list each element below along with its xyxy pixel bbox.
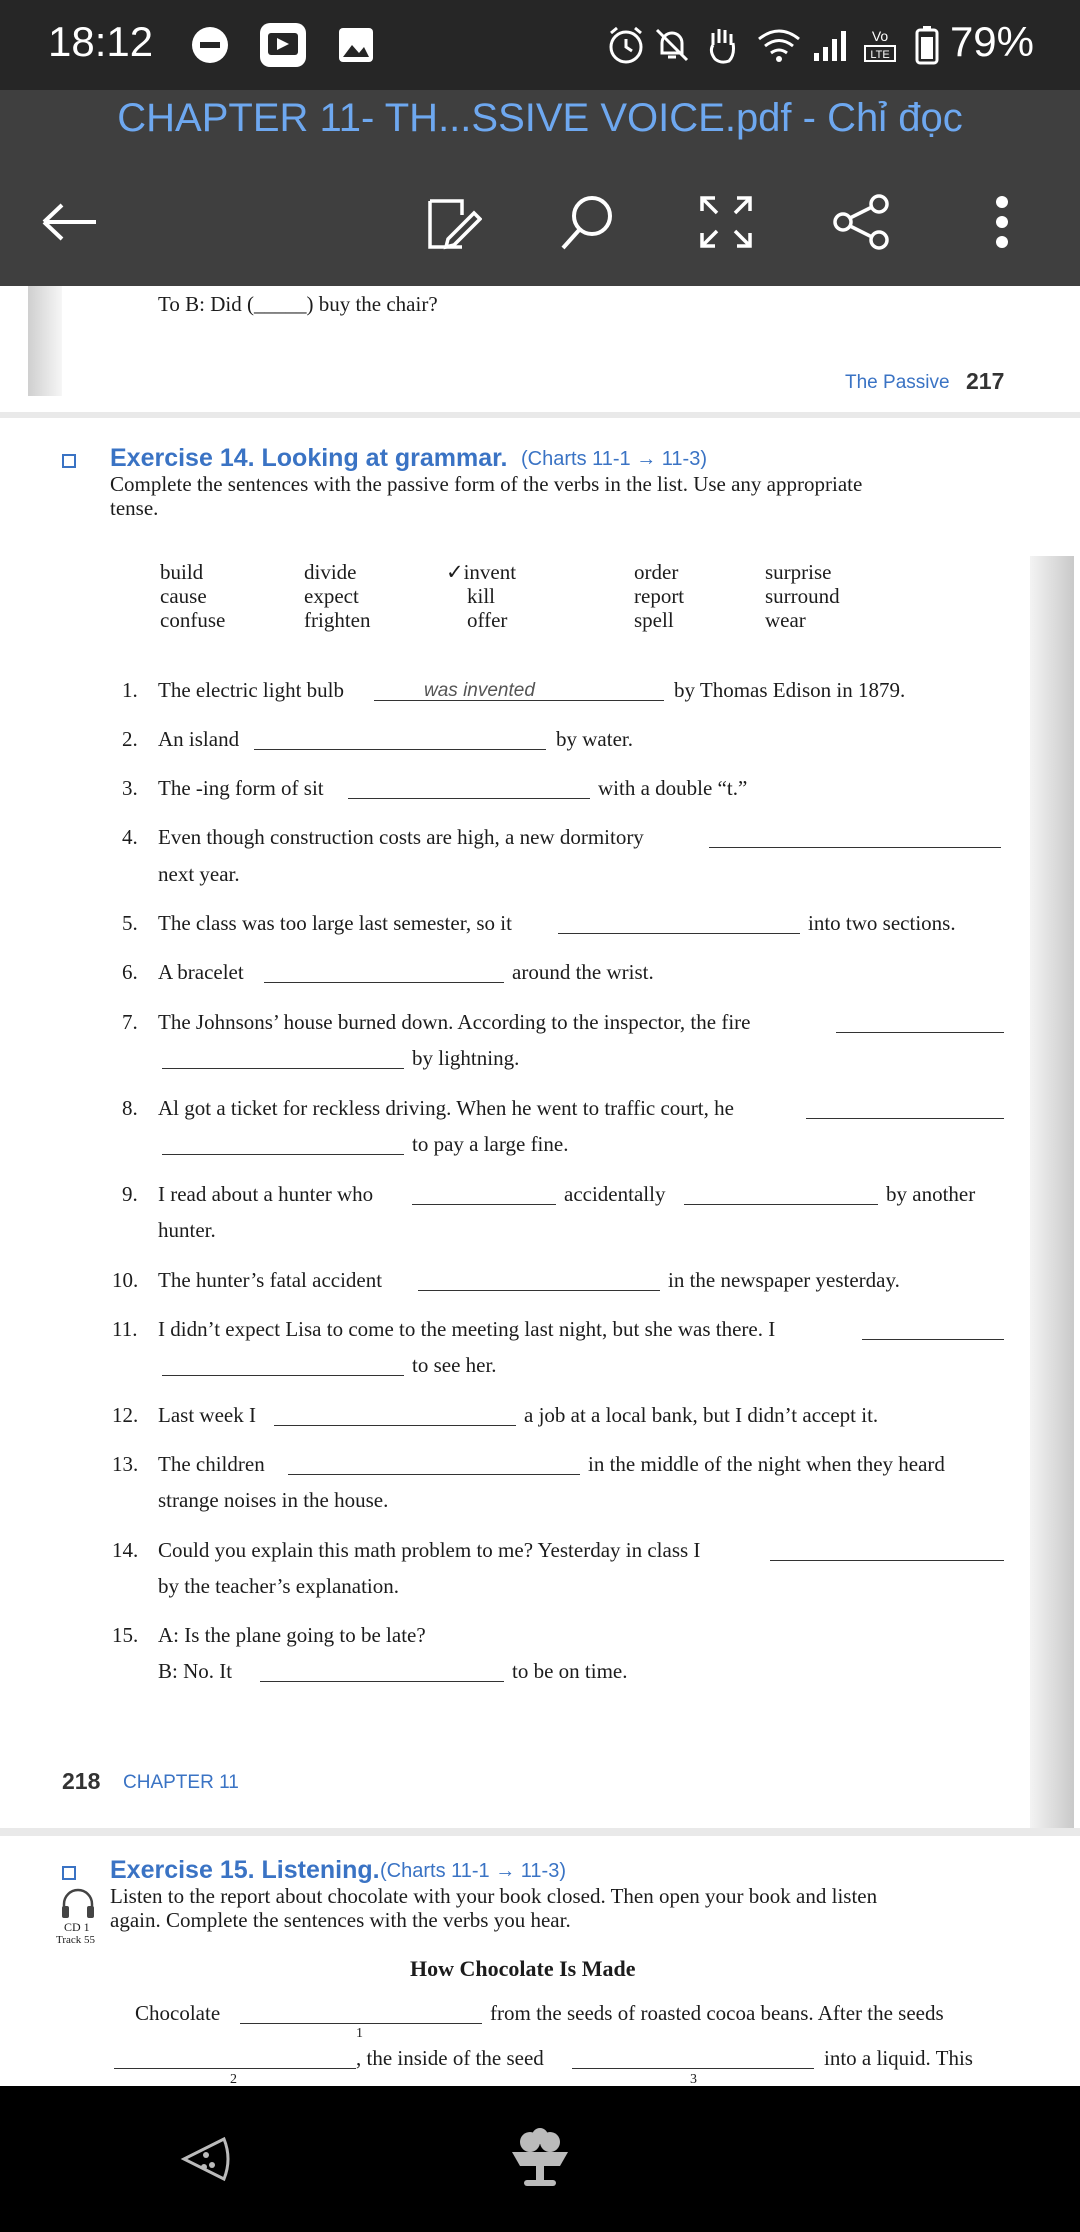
item-number: 7. (122, 1010, 138, 1034)
word: kill (467, 584, 496, 608)
cast-icon (258, 22, 308, 68)
answer-blank (162, 1154, 404, 1155)
pdf-viewer[interactable] (0, 286, 1080, 2086)
passage-text: , the inside of the seed (356, 2046, 544, 2070)
item-text: Could you explain this math problem to me? Yesterday in class I (158, 1538, 701, 1562)
item-number: 11. (112, 1317, 138, 1341)
exercise-14-charts: (Charts 11-1 → 11-3) (521, 448, 707, 470)
word: offer (467, 608, 508, 632)
page-219 (0, 1828, 1080, 2086)
item-text: The Johnsons’ house burned down. According to the inspector, the fire (158, 1010, 751, 1034)
answer-blank (418, 1290, 660, 1291)
answer-blank (240, 2023, 482, 2024)
item-text: I read about a hunter who (158, 1182, 374, 1206)
volte-icon (860, 22, 900, 68)
minus-circle-icon (190, 22, 230, 68)
answer-blank (260, 1681, 504, 1682)
answer-text: was invented (424, 680, 535, 701)
game-icon (176, 2131, 236, 2187)
item-number: 5. (122, 911, 138, 935)
answer-blank (709, 847, 1001, 848)
document-title: CHAPTER 11- TH...SSIVE VOICE.pdf - Chỉ đọc (117, 96, 963, 140)
item-number: 14. (112, 1538, 139, 1562)
word: cause (160, 584, 207, 608)
track-label: Track 55 (56, 1934, 96, 1946)
item-number: 3. (122, 776, 138, 800)
exercise-15-charts: (Charts 11-1 → 11-3) (380, 1860, 566, 1882)
item-text: around the wrist. (512, 960, 654, 984)
answer-blank (274, 1425, 516, 1426)
word: spell (634, 608, 674, 632)
answer-blank (836, 1032, 1004, 1033)
item-text: by lightning. (412, 1046, 520, 1070)
answer-blank (348, 798, 590, 799)
app-bar (0, 90, 1080, 286)
item-text: next year. (158, 862, 240, 886)
answer-blank (684, 1204, 878, 1205)
item-text: B: No. It (158, 1659, 233, 1683)
page-217 (0, 286, 1080, 412)
answer-blank (114, 2068, 356, 2069)
item-text: An island (158, 727, 240, 751)
item-number: 10. (112, 1268, 139, 1292)
navigation-bar (0, 2086, 1080, 2232)
answer-blank (862, 1339, 1004, 1340)
share-icon (833, 194, 891, 250)
blank-number: 2 (230, 2072, 237, 2086)
passage-heading: How Chocolate Is Made (410, 1956, 636, 1981)
ice-cream-button[interactable] (500, 2124, 580, 2194)
item-text: by another (886, 1182, 976, 1206)
exercise-15-title: Exercise 15. Listening. (110, 1856, 380, 1884)
share-button[interactable] (822, 182, 902, 262)
svg-text:Vo: Vo (871, 28, 889, 44)
search-icon (558, 192, 618, 252)
signal-icon (810, 22, 850, 68)
back-icon (40, 202, 100, 242)
answer-blank (162, 1375, 404, 1376)
item-text: Even though construction costs are high, a new dormitory (158, 825, 644, 849)
item-text: into two sections. (808, 911, 956, 935)
back-button[interactable] (30, 182, 110, 262)
item-number: 1. (122, 678, 138, 702)
exercise-checkbox (62, 1866, 76, 1880)
wifi-icon (756, 22, 802, 68)
instructions-line-2: again. Complete the sentences with the verbs you hear. (110, 1908, 571, 1932)
item-text: to see her. (412, 1353, 497, 1377)
word: build (160, 560, 204, 584)
item-text: I didn’t expect Lisa to come to the meeting last night, but she was there. I (158, 1317, 776, 1341)
blank-number: 1 (356, 2026, 363, 2041)
word: divide (304, 560, 357, 584)
edit-button[interactable] (414, 182, 494, 262)
item-number: 4. (122, 825, 138, 849)
item-text: by water. (556, 727, 633, 751)
item-text: Al got a ticket for reckless driving. When he went to traffic court, he (158, 1096, 734, 1120)
edit-icon (426, 193, 482, 251)
hand-icon (702, 22, 742, 68)
cd-label: CD 1 (64, 1920, 90, 1934)
item-text: by the teacher’s explanation. (158, 1574, 400, 1598)
word: report (634, 584, 685, 608)
page-shadow (1030, 556, 1074, 1926)
item-text: a job at a local bank, but I didn’t accept it. (524, 1403, 879, 1427)
fullscreen-icon (699, 195, 753, 249)
word: wear (765, 608, 806, 632)
answer-blank (806, 1118, 1004, 1119)
item-text: accidentally (564, 1182, 666, 1206)
item-text: by Thomas Edison in 1879. (674, 678, 906, 702)
answer-blank (412, 1204, 556, 1205)
item-text: in the middle of the night when they heard (588, 1452, 945, 1476)
instructions-line-1: Complete the sentences with the passive form of the verbs in the list. Use any appropriate (110, 472, 863, 496)
word: order (634, 560, 679, 584)
exercise-checkbox (62, 454, 76, 468)
item-text: A: Is the plane going to be late? (158, 1623, 426, 1647)
battery-icon (912, 22, 942, 68)
item-text: hunter. (158, 1218, 216, 1242)
bell-off-icon (652, 22, 692, 68)
svg-text:LTE: LTE (870, 49, 890, 61)
ice-cream-icon (508, 2128, 572, 2190)
word: ✓invent (446, 560, 517, 584)
item-text: A bracelet (158, 960, 244, 984)
answer-blank (558, 933, 800, 934)
partial-line: To B: Did (_____) buy the chair? (158, 292, 438, 316)
item-number: 8. (122, 1096, 138, 1120)
passage-text: from the seeds of roasted cocoa beans. After the seeds (490, 2001, 944, 2025)
item-number: 12. (112, 1403, 139, 1427)
word: frighten (304, 608, 371, 632)
instructions-line-2: tense. (110, 496, 159, 520)
answer-blank (572, 2068, 814, 2069)
page-number: 217 (966, 368, 1005, 394)
answer-blank (264, 982, 504, 983)
item-text: to pay a large fine. (412, 1132, 569, 1156)
item-number: 6. (122, 960, 138, 984)
answer-blank (162, 1068, 404, 1069)
item-text: The -ing form of sit (158, 776, 324, 800)
word: surround (765, 584, 840, 608)
more-button[interactable] (962, 182, 1042, 262)
item-text: in the newspaper yesterday. (668, 1268, 900, 1292)
item-text: to be on time. (512, 1659, 628, 1683)
image-icon (336, 22, 376, 68)
alarm-icon (606, 22, 646, 68)
headphones-icon (60, 1888, 96, 1920)
item-number: 9. (122, 1182, 138, 1206)
page-number: 218 (62, 1768, 101, 1794)
running-head: The Passive (845, 372, 950, 393)
exercise-14-title: Exercise 14. Looking at grammar. (110, 444, 508, 472)
answer-blank (770, 1560, 1004, 1561)
word: expect (304, 584, 359, 608)
item-text: The children (158, 1452, 265, 1476)
item-number: 15. (112, 1623, 139, 1647)
more-icon (992, 194, 1012, 250)
item-number: 2. (122, 727, 138, 751)
item-text: The class was too large last semester, so it (158, 911, 512, 935)
item-text: The hunter’s fatal accident (158, 1268, 383, 1292)
passage-text: Chocolate (135, 2001, 221, 2025)
item-text: with a double “t.” (598, 776, 748, 800)
passage-text: into a liquid. This (824, 2046, 973, 2070)
status-bar (0, 0, 1080, 90)
answer-blank (254, 749, 546, 750)
game-button[interactable] (166, 2124, 246, 2194)
instructions-line-1: Listen to the report about chocolate with your book closed. Then open your book and listen (110, 1884, 878, 1908)
page-shadow (28, 286, 62, 396)
blank-number: 3 (690, 2072, 697, 2086)
word: confuse (160, 608, 226, 632)
item-text: The electric light bulb (158, 678, 345, 702)
item-text: Last week I (158, 1403, 256, 1427)
battery-percent: 79% (949, 18, 1034, 65)
answer-blank (288, 1474, 580, 1475)
item-number: 13. (112, 1452, 139, 1476)
fullscreen-button[interactable] (686, 182, 766, 262)
search-button[interactable] (548, 182, 628, 262)
status-time: 18:12 (48, 18, 154, 65)
running-head: CHAPTER 11 (123, 1772, 239, 1793)
word: surprise (765, 560, 832, 584)
item-text: strange noises in the house. (158, 1488, 389, 1512)
